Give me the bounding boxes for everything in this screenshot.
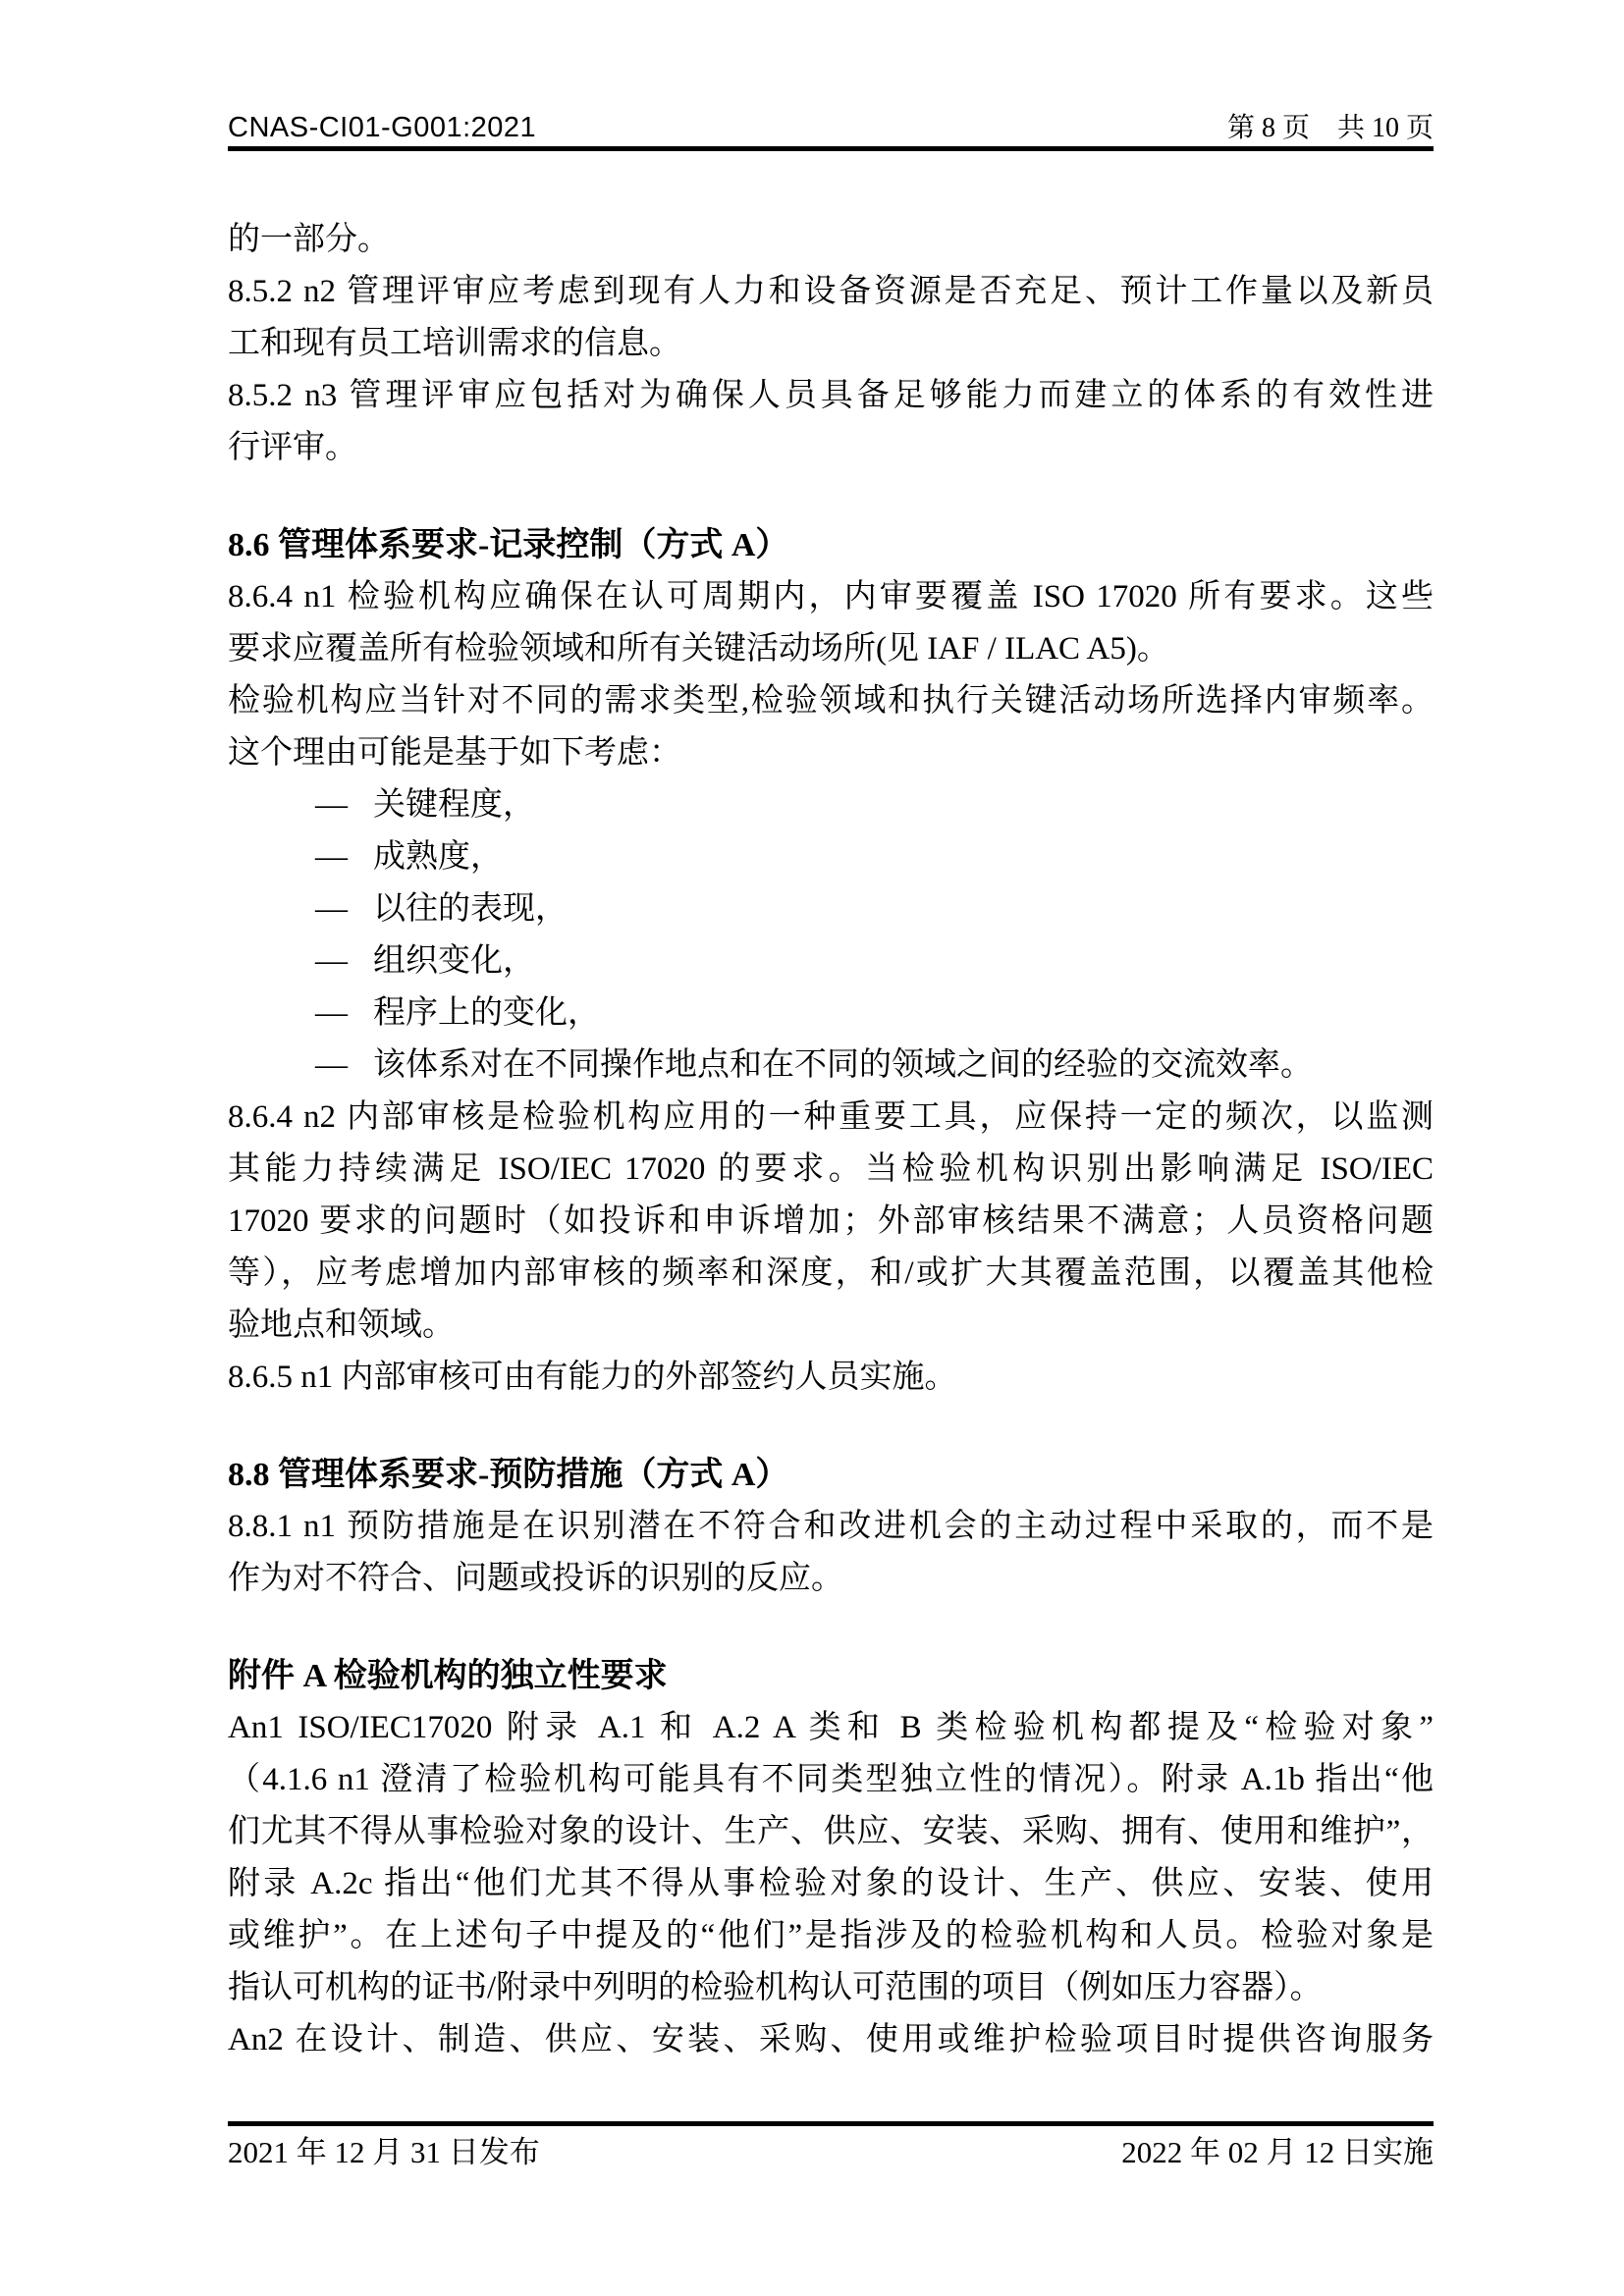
list-item: [228, 1040, 1434, 1092]
document-body: [228, 214, 1434, 2066]
section-heading: 附件 A 检验机构的独立性要求: [228, 1658, 668, 1694]
paragraph: [228, 370, 1434, 474]
text-line: 工和现有员工培训需求的信息。: [228, 326, 681, 361]
list-item-text: 关键程度，: [373, 787, 535, 823]
text-line: （4.1.6 n1 澄清了检验机构可能具有不同类型独立性的情况）。附录 A.1b 指出“他: [228, 1762, 1434, 1797]
page-footer: [228, 2132, 1434, 2173]
text-line: 8.5.2 n3 管理评审应包括对为确保人员具备足够能力而建立的体系的有效性进: [228, 378, 1434, 413]
text-line: 8.8.1 n1 预防措施是在识别潜在不符合和改进机会的主动过程中采取的，而不是: [228, 1509, 1434, 1544]
paragraph: [228, 675, 1434, 779]
header-rule: [228, 146, 1434, 151]
text-line: An1 ISO/IEC17020 附录 A.1 和 A.2 A 类和 B 类检验机构都提及“检验对象”: [228, 1710, 1434, 1745]
paragraph: [228, 1092, 1434, 1352]
section-heading: 8.8 管理体系要求-预防措施（方式 A）: [228, 1457, 789, 1493]
dash-bullet: —: [315, 995, 348, 1031]
dash-bullet: —: [315, 943, 348, 979]
text-line: An2 在设计、制造、供应、安装、采购、使用或维护检验项目时提供咨询服务: [228, 2022, 1434, 2057]
paragraph: [228, 571, 1434, 675]
text-line: 8.6.5 n1 内部审核可由有能力的外部签约人员实施。: [228, 1360, 957, 1395]
text-line: 指认可机构的证书/附录中列明的检验机构认可范围的项目（例如压力容器）。: [228, 1970, 1323, 2005]
list-item-text: 以往的表现，: [373, 891, 568, 927]
text-line: 要求应覆盖所有检验领域和所有关键活动场所(见 IAF / ILAC A5)。: [228, 631, 1169, 667]
paragraph: [228, 1501, 1434, 1605]
paragraph: [228, 214, 1434, 266]
text-line: 附录 A.2c 指出“他们尤其不得从事检验对象的设计、生产、供应、安装、使用: [228, 1866, 1434, 1901]
list-item: [228, 831, 1434, 883]
dash-bullet: —: [315, 1047, 348, 1083]
page-indicator: 第 8 页 共 10 页: [1226, 113, 1434, 143]
release-date: 2021 年 12 月 31 日发布: [228, 2135, 540, 2169]
list-item-text: 程序上的变化，: [373, 995, 600, 1031]
list-item: [228, 883, 1434, 935]
implementation-date: 2022 年 02 月 12 日实施: [1121, 2135, 1434, 2169]
list-item: [228, 988, 1434, 1040]
text-line: 8.5.2 n2 管理评审应考虑到现有人力和设备资源是否充足、预计工作量以及新员: [228, 274, 1434, 309]
text-line: 们尤其不得从事检验对象的设计、生产、供应、安装、采购、拥有、使用和维护”，: [228, 1814, 1434, 1849]
list-item-text: 成熟度，: [373, 839, 503, 875]
text-line: 8.6.4 n2 内部审核是检验机构应用的一种重要工具，应保持一定的频次，以监测: [228, 1099, 1434, 1135]
text-line: 检验机构应当针对不同的需求类型,检验领域和执行关键活动场所选择内审频率。: [228, 683, 1434, 719]
text-line: 的一部分。: [228, 222, 390, 257]
text-line: 作为对不符合、问题或投诉的识别的反应。: [228, 1561, 843, 1596]
dash-bullet: —: [315, 891, 348, 927]
section-heading: 8.6 管理体系要求-记录控制（方式 A）: [228, 527, 789, 563]
text-line: 或维护”。在上述句子中提及的“他们”是指涉及的检验机构和人员。检验对象是: [228, 1918, 1434, 1953]
dash-bullet: —: [315, 787, 348, 823]
text-line: 行评审。: [228, 430, 357, 465]
text-line: 这个理由可能是基于如下考虑：: [228, 735, 681, 771]
text-line: 其能力持续满足 ISO/IEC 17020 的要求。当检验机构识别出影响满足 ISO/IEC: [228, 1151, 1434, 1187]
footer-rule: [228, 2121, 1434, 2126]
paragraph: [228, 1352, 1434, 1404]
list-item: [228, 935, 1434, 988]
list-item-text: 组织变化，: [373, 943, 535, 979]
dash-list: [228, 779, 1434, 1092]
list-item: [228, 779, 1434, 831]
doc-number: CNAS-CI01-G001:2021: [228, 112, 537, 143]
list-item-text: 该体系对在不同操作地点和在不同的领域之间的经验的交流效率。: [373, 1047, 1313, 1083]
paragraph: [228, 1702, 1434, 2014]
text-line: 17020 要求的问题时（如投诉和申诉增加；外部审核结果不满意；人员资格问题: [228, 1203, 1434, 1239]
page-header: [228, 106, 1434, 145]
text-line: 8.6.4 n1 检验机构应确保在认可周期内，内审要覆盖 ISO 17020 所有要求。这些: [228, 579, 1434, 614]
dash-bullet: —: [315, 839, 348, 875]
text-line: 验地点和领域。: [228, 1308, 455, 1343]
text-line: 等），应考虑增加内部审核的频率和深度，和/或扩大其覆盖范围，以覆盖其他检: [228, 1255, 1434, 1291]
paragraph: [228, 2014, 1434, 2066]
paragraph: [228, 266, 1434, 370]
